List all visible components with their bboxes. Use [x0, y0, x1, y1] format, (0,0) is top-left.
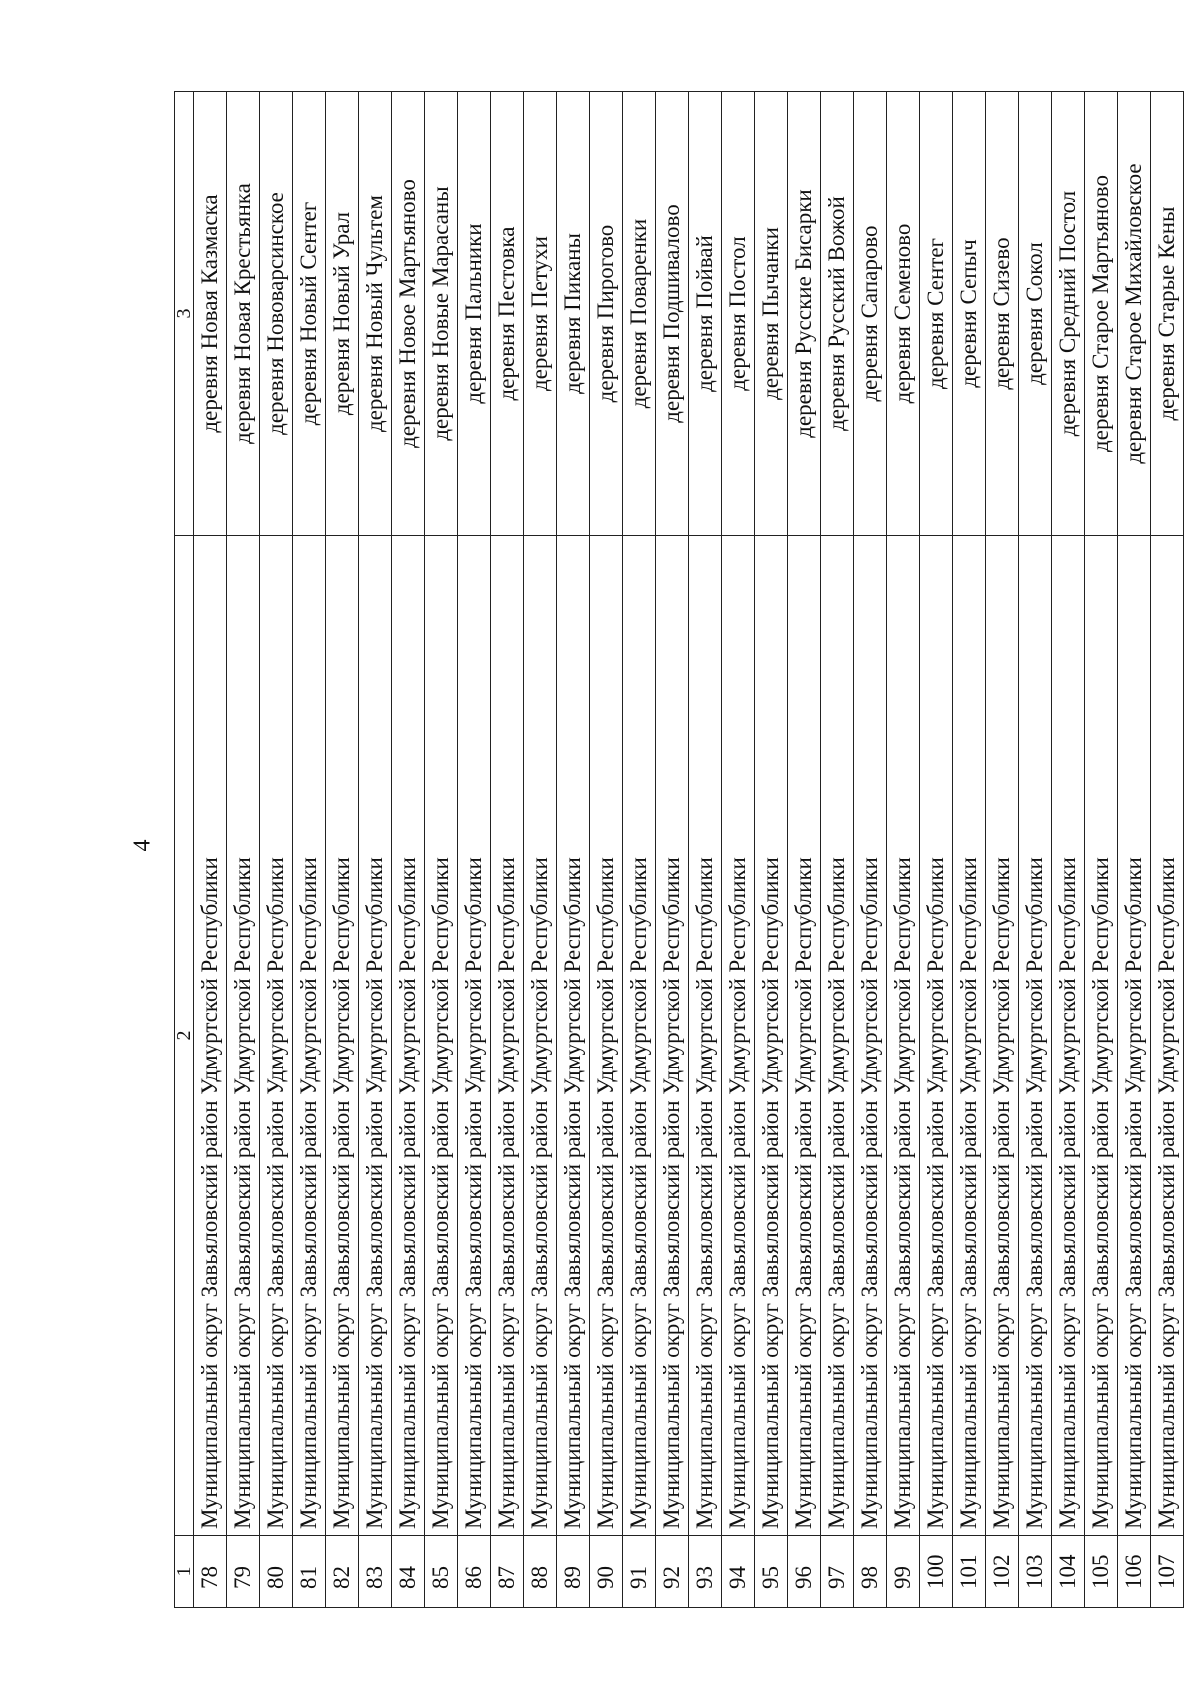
table-row — [557, 92, 590, 1608]
settlement-cell: деревня Новая Казмаска — [194, 92, 227, 536]
district-cell: Муниципальный округ Завьяловский район Удмуртской Республики — [359, 536, 392, 1536]
settlement-cell: деревня Семеново — [887, 92, 920, 536]
settlement-cell: деревня Сентег — [920, 92, 953, 536]
row-number-cell: 105 — [1085, 1536, 1118, 1608]
settlement-cell: деревня Пирогово — [590, 92, 623, 536]
header-col-place: 3 — [175, 92, 194, 536]
row-number-cell: 102 — [986, 1536, 1019, 1608]
district-cell: Муниципальный округ Завьяловский район Удмуртской Республики — [656, 536, 689, 1536]
settlement-cell: деревня Русский Вожой — [821, 92, 854, 536]
table-row — [788, 92, 821, 1608]
table-row — [524, 92, 557, 1608]
row-number-cell: 97 — [821, 1536, 854, 1608]
district-cell: Муниципальный округ Завьяловский район Удмуртской Республики — [986, 536, 1019, 1536]
settlement-cell: деревня Пойвай — [689, 92, 722, 536]
settlement-cell: деревня Русские Бисарки — [788, 92, 821, 536]
table-row — [920, 92, 953, 1608]
settlements-table-container — [173, 92, 1179, 1608]
table-row — [1052, 92, 1085, 1608]
settlement-cell: деревня Старое Мартьяново — [1085, 92, 1118, 536]
district-cell: Муниципальный округ Завьяловский район Удмуртской Республики — [854, 536, 887, 1536]
row-number-cell: 101 — [953, 1536, 986, 1608]
district-cell: Муниципальный округ Завьяловский район Удмуртской Республики — [392, 536, 425, 1536]
row-number-cell: 98 — [854, 1536, 887, 1608]
settlement-cell: деревня Пычанки — [755, 92, 788, 536]
district-cell: Муниципальный округ Завьяловский район Удмуртской Республики — [524, 536, 557, 1536]
settlement-cell: деревня Средний Постол — [1052, 92, 1085, 536]
table-row — [656, 92, 689, 1608]
row-number-cell: 100 — [920, 1536, 953, 1608]
district-cell: Муниципальный округ Завьяловский район Удмуртской Республики — [590, 536, 623, 1536]
table-row — [722, 92, 755, 1608]
district-cell: Муниципальный округ Завьяловский район Удмуртской Республики — [788, 536, 821, 1536]
district-cell: Муниципальный округ Завьяловский район Удмуртской Республики — [953, 536, 986, 1536]
row-number-cell: 89 — [557, 1536, 590, 1608]
table-row — [590, 92, 623, 1608]
header-col-number: 1 — [175, 1536, 194, 1608]
table-row — [458, 92, 491, 1608]
district-cell: Муниципальный округ Завьяловский район Удмуртской Республики — [557, 536, 590, 1536]
settlement-cell: деревня Нововарсинское — [260, 92, 293, 536]
table-row — [1019, 92, 1052, 1608]
table-row — [1085, 92, 1118, 1608]
table-row — [1151, 92, 1184, 1608]
row-number-cell: 93 — [689, 1536, 722, 1608]
table-row — [854, 92, 887, 1608]
settlement-cell: деревня Пиканы — [557, 92, 590, 536]
district-cell: Муниципальный округ Завьяловский район Удмуртской Республики — [194, 536, 227, 1536]
district-cell: Муниципальный округ Завьяловский район Удмуртской Республики — [326, 536, 359, 1536]
settlement-cell: деревня Новый Чультем — [359, 92, 392, 536]
row-number-cell: 94 — [722, 1536, 755, 1608]
row-number-cell: 88 — [524, 1536, 557, 1608]
row-number-cell: 106 — [1118, 1536, 1151, 1608]
row-number-cell: 96 — [788, 1536, 821, 1608]
table-row — [953, 92, 986, 1608]
row-number-cell: 104 — [1052, 1536, 1085, 1608]
district-cell: Муниципальный округ Завьяловский район Удмуртской Республики — [887, 536, 920, 1536]
row-number-cell: 78 — [194, 1536, 227, 1608]
settlement-cell: деревня Новый Сентег — [293, 92, 326, 536]
settlement-cell: деревня Новое Мартьяново — [392, 92, 425, 536]
settlement-cell: деревня Постол — [722, 92, 755, 536]
table-row — [227, 92, 260, 1608]
row-number-cell: 83 — [359, 1536, 392, 1608]
settlement-cell: деревня Поваренки — [623, 92, 656, 536]
district-cell: Муниципальный округ Завьяловский район Удмуртской Республики — [293, 536, 326, 1536]
table-row — [359, 92, 392, 1608]
row-number-cell: 82 — [326, 1536, 359, 1608]
table-row — [392, 92, 425, 1608]
settlement-cell: деревня Старое Михайловское — [1118, 92, 1151, 536]
settlement-cell: деревня Петухи — [524, 92, 557, 536]
district-cell: Муниципальный округ Завьяловский район Удмуртской Республики — [458, 536, 491, 1536]
district-cell: Муниципальный округ Завьяловский район Удмуртской Республики — [689, 536, 722, 1536]
row-number-cell: 79 — [227, 1536, 260, 1608]
district-cell: Муниципальный округ Завьяловский район Удмуртской Республики — [1118, 536, 1151, 1536]
table-row — [986, 92, 1019, 1608]
table-row — [260, 92, 293, 1608]
district-cell: Муниципальный округ Завьяловский район Удмуртской Республики — [1085, 536, 1118, 1536]
settlement-cell: деревня Новая Крестьянка — [227, 92, 260, 536]
table-row — [293, 92, 326, 1608]
table-row — [194, 92, 227, 1608]
table-row — [1118, 92, 1151, 1608]
table-row — [821, 92, 854, 1608]
table-row — [425, 92, 458, 1608]
district-cell: Муниципальный округ Завьяловский район Удмуртской Республики — [755, 536, 788, 1536]
settlement-cell: деревня Новые Марасаны — [425, 92, 458, 536]
settlement-cell: деревня Сокол — [1019, 92, 1052, 536]
row-number-cell: 84 — [392, 1536, 425, 1608]
row-number-cell: 95 — [755, 1536, 788, 1608]
row-number-cell: 99 — [887, 1536, 920, 1608]
table-header — [175, 92, 194, 1608]
page-number: 4 — [129, 839, 156, 852]
header-col-district: 2 — [175, 536, 194, 1536]
row-number-cell: 87 — [491, 1536, 524, 1608]
settlement-cell: деревня Сепыч — [953, 92, 986, 536]
district-cell: Муниципальный округ Завьяловский район Удмуртской Республики — [1052, 536, 1085, 1536]
row-number-cell: 80 — [260, 1536, 293, 1608]
settlement-cell: деревня Новый Урал — [326, 92, 359, 536]
settlement-cell: деревня Сизево — [986, 92, 1019, 536]
district-cell: Муниципальный округ Завьяловский район Удмуртской Республики — [1151, 536, 1184, 1536]
district-cell: Муниципальный округ Завьяловский район Удмуртской Республики — [1019, 536, 1052, 1536]
district-cell: Муниципальный округ Завьяловский район Удмуртской Республики — [227, 536, 260, 1536]
row-number-cell: 103 — [1019, 1536, 1052, 1608]
table-row — [623, 92, 656, 1608]
settlement-cell: деревня Пестовка — [491, 92, 524, 536]
district-cell: Муниципальный округ Завьяловский район Удмуртской Республики — [821, 536, 854, 1536]
settlement-cell: деревня Пальники — [458, 92, 491, 536]
table-row — [689, 92, 722, 1608]
settlements-table — [174, 91, 1184, 1608]
row-number-cell: 81 — [293, 1536, 326, 1608]
settlement-cell: деревня Старые Кены — [1151, 92, 1184, 536]
district-cell: Муниципальный округ Завьяловский район Удмуртской Республики — [722, 536, 755, 1536]
district-cell: Муниципальный округ Завьяловский район Удмуртской Республики — [260, 536, 293, 1536]
row-number-cell: 86 — [458, 1536, 491, 1608]
table-row — [887, 92, 920, 1608]
district-cell: Муниципальный округ Завьяловский район Удмуртской Республики — [425, 536, 458, 1536]
header-row — [175, 92, 194, 1608]
settlement-cell: деревня Подшивалово — [656, 92, 689, 536]
district-cell: Муниципальный округ Завьяловский район Удмуртской Республики — [491, 536, 524, 1536]
table-row — [491, 92, 524, 1608]
table-row — [326, 92, 359, 1608]
district-cell: Муниципальный округ Завьяловский район Удмуртской Республики — [920, 536, 953, 1536]
row-number-cell: 92 — [656, 1536, 689, 1608]
row-number-cell: 90 — [590, 1536, 623, 1608]
settlement-cell: деревня Сапарово — [854, 92, 887, 536]
table-body — [194, 92, 1184, 1608]
row-number-cell: 107 — [1151, 1536, 1184, 1608]
table-row — [755, 92, 788, 1608]
row-number-cell: 85 — [425, 1536, 458, 1608]
district-cell: Муниципальный округ Завьяловский район Удмуртской Республики — [623, 536, 656, 1536]
row-number-cell: 91 — [623, 1536, 656, 1608]
